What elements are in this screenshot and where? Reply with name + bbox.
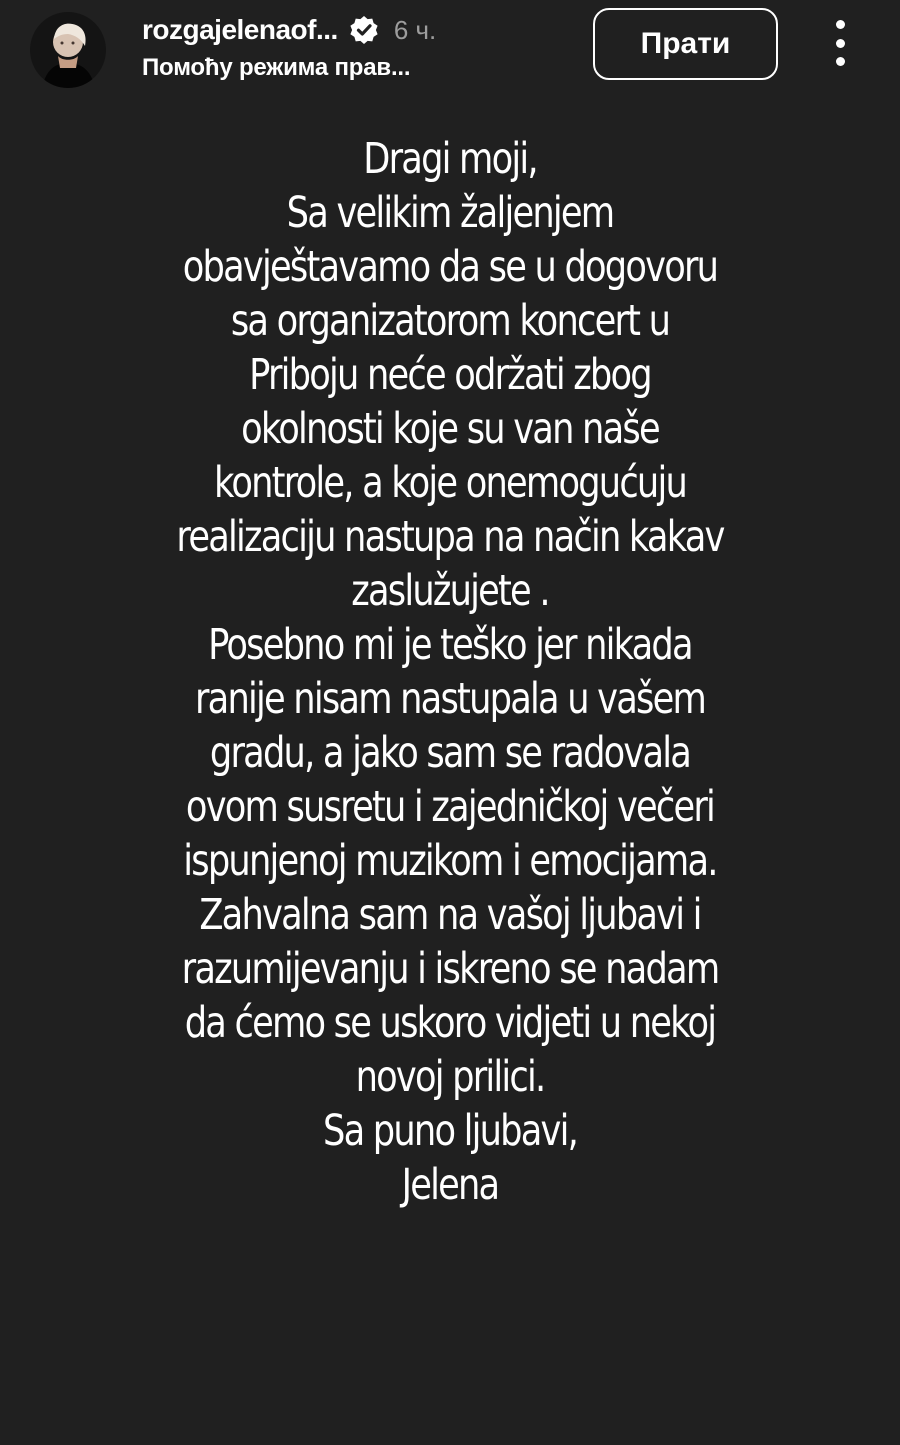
message-line: realizaciju nastupa na način kakav <box>176 512 724 562</box>
message-line: novoj prilici. <box>355 1052 545 1102</box>
message-line: Jelena <box>401 1160 499 1210</box>
message-line: zaslužujete . <box>351 566 549 616</box>
story-header <box>0 0 900 100</box>
post-time: 6 ч. <box>393 14 437 45</box>
follow-button[interactable]: Прати <box>593 8 778 80</box>
more-options-dot <box>836 20 845 29</box>
message-line: ranije nisam nastupala u vašem <box>194 674 706 724</box>
message-line: sa organizatorom koncert u <box>230 296 670 346</box>
verified-icon <box>348 14 380 46</box>
message-line: da ćemo se uskoro vidjeti u nekoj <box>184 998 716 1048</box>
message-line: obavještavamo da se u dogovoru <box>182 242 718 292</box>
message-line: Dragi moji, <box>363 134 537 184</box>
message-line: okolnosti koje su van naše <box>241 404 659 454</box>
message-line: Posebno mi je teško jer nikada <box>208 620 692 670</box>
username-row <box>142 10 572 50</box>
message-line: Sa puno ljubavi, <box>323 1106 577 1156</box>
message-line: Sa velikim žaljenjem <box>286 188 614 238</box>
profile-avatar[interactable] <box>30 12 106 88</box>
message-line: Priboju neće održati zbog <box>249 350 651 400</box>
message-line: kontrole, a koje onemogućuju <box>214 458 686 508</box>
story-user-info <box>142 10 572 90</box>
message-line: ispunjenoj muzikom i emocijama. <box>183 836 717 886</box>
more-options-icon[interactable] <box>826 20 854 66</box>
story-subtitle: Помоћу режима прав... <box>142 54 411 81</box>
more-options-dot <box>836 39 845 48</box>
message-line: ovom susretu i zajedničkoj večeri <box>185 782 715 832</box>
message-line: razumijevanju i iskreno se nadam <box>181 944 719 994</box>
username[interactable]: rozgajelenaof... <box>142 14 338 45</box>
avatar-icon <box>30 12 106 88</box>
message-line: Zahvalna sam na vašoj ljubavi i <box>199 890 701 940</box>
story-message <box>171 132 729 1212</box>
message-line: gradu, a jako sam se radovala <box>209 728 691 778</box>
more-options-dot <box>836 57 845 66</box>
